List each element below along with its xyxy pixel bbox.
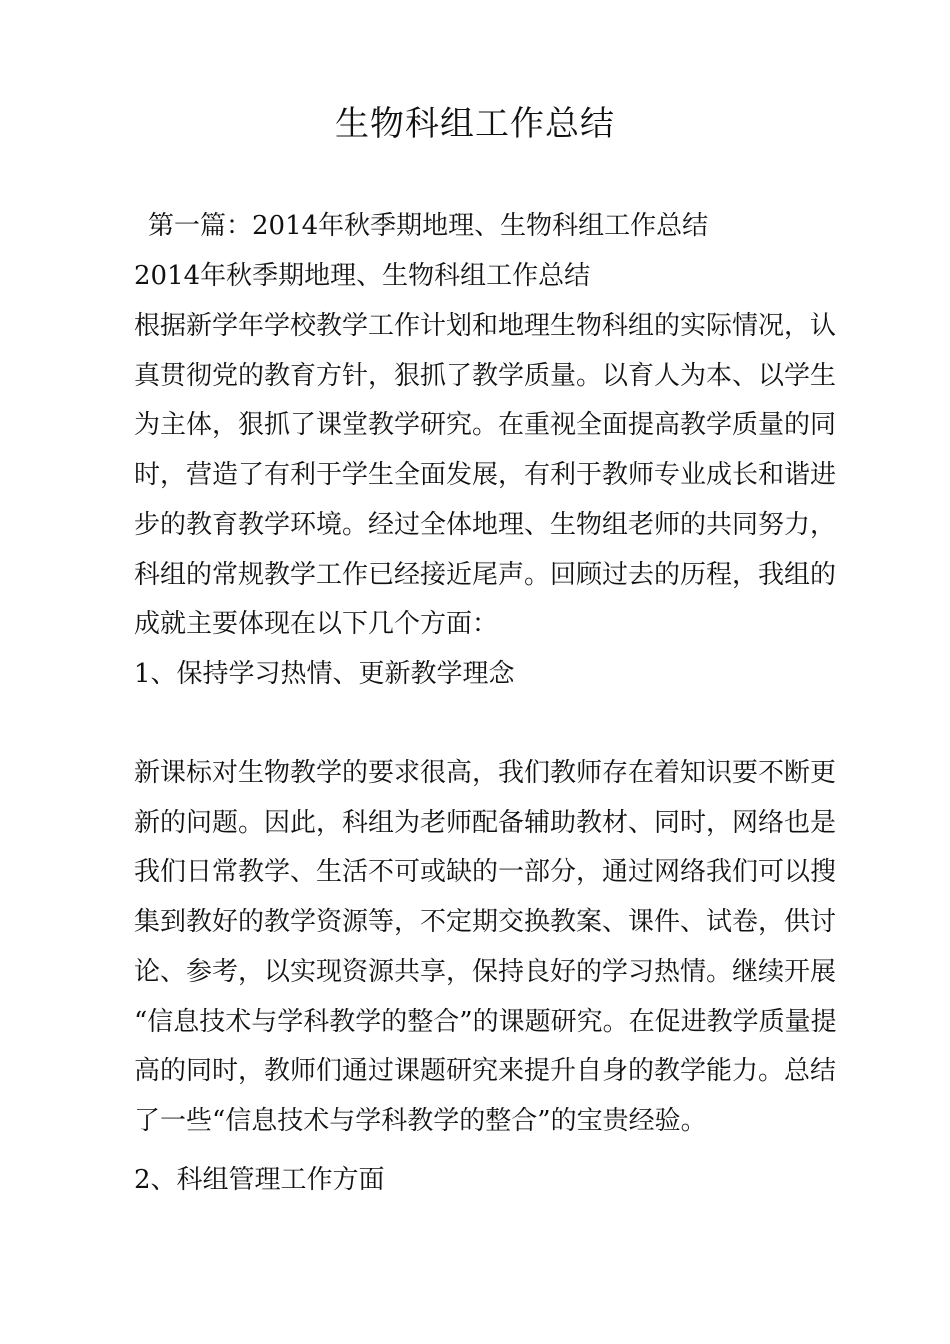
paragraph-line: 步的教育教学环境。经过全体地理、生物组老师的共同努力， (134, 510, 837, 540)
paragraph-line: 新课标对生物教学的要求很高，我们教师存在着知识要不断更 (134, 758, 837, 788)
paragraph-line: 时，营造了有利于学生全面发展，有利于教师专业成长和谐进 (134, 460, 837, 490)
paragraph-line: “信息技术与学科教学的整合”的课题研究。在促进教学质量提 (134, 1007, 837, 1037)
paragraph-line: 高的同时，教师们通过课题研究来提升自身的教学能力。总结 (134, 1056, 837, 1086)
subtitle-line: 2014年秋季期地理、生物科组工作总结 (134, 261, 591, 291)
document-title: 生物科组工作总结 (335, 104, 615, 144)
paragraph-line: 了一些“信息技术与学科教学的整合”的宝贵经验。 (134, 1106, 707, 1136)
paragraph-line: 科组的常规教学工作已经接近尾声。回顾过去的历程，我组的 (134, 560, 837, 590)
paragraph-line: 新的问题。因此，科组为老师配备辅助教材、同时，网络也是 (134, 808, 837, 838)
paragraph-line: 论、参考，以实现资源共享，保持良好的学习热情。继续开展 (134, 957, 837, 987)
section-heading-2: 2、科组管理工作方面 (134, 1165, 385, 1195)
paragraph-line: 我们日常教学、生活不可或缺的一部分，通过网络我们可以搜 (134, 857, 837, 887)
section-heading-1: 1、保持学习热情、更新教学理念 (134, 659, 515, 689)
paragraph-line: 集到教好的教学资源等，不定期交换教案、课件、试卷，供讨 (134, 907, 837, 937)
paragraph-line: 真贯彻党的教育方针，狠抓了教学质量。以育人为本、以学生 (134, 361, 837, 391)
paragraph-line: 为主体，狠抓了课堂教学研究。在重视全面提高教学质量的同 (134, 410, 837, 440)
paragraph-line: 成就主要体现在以下几个方面： (134, 609, 499, 639)
paragraph-line: 根据新学年学校教学工作计划和地理生物科组的实际情况，认 (134, 311, 837, 341)
section-heading-first: 第一篇：2014年秋季期地理、生物科组工作总结 (148, 211, 709, 241)
